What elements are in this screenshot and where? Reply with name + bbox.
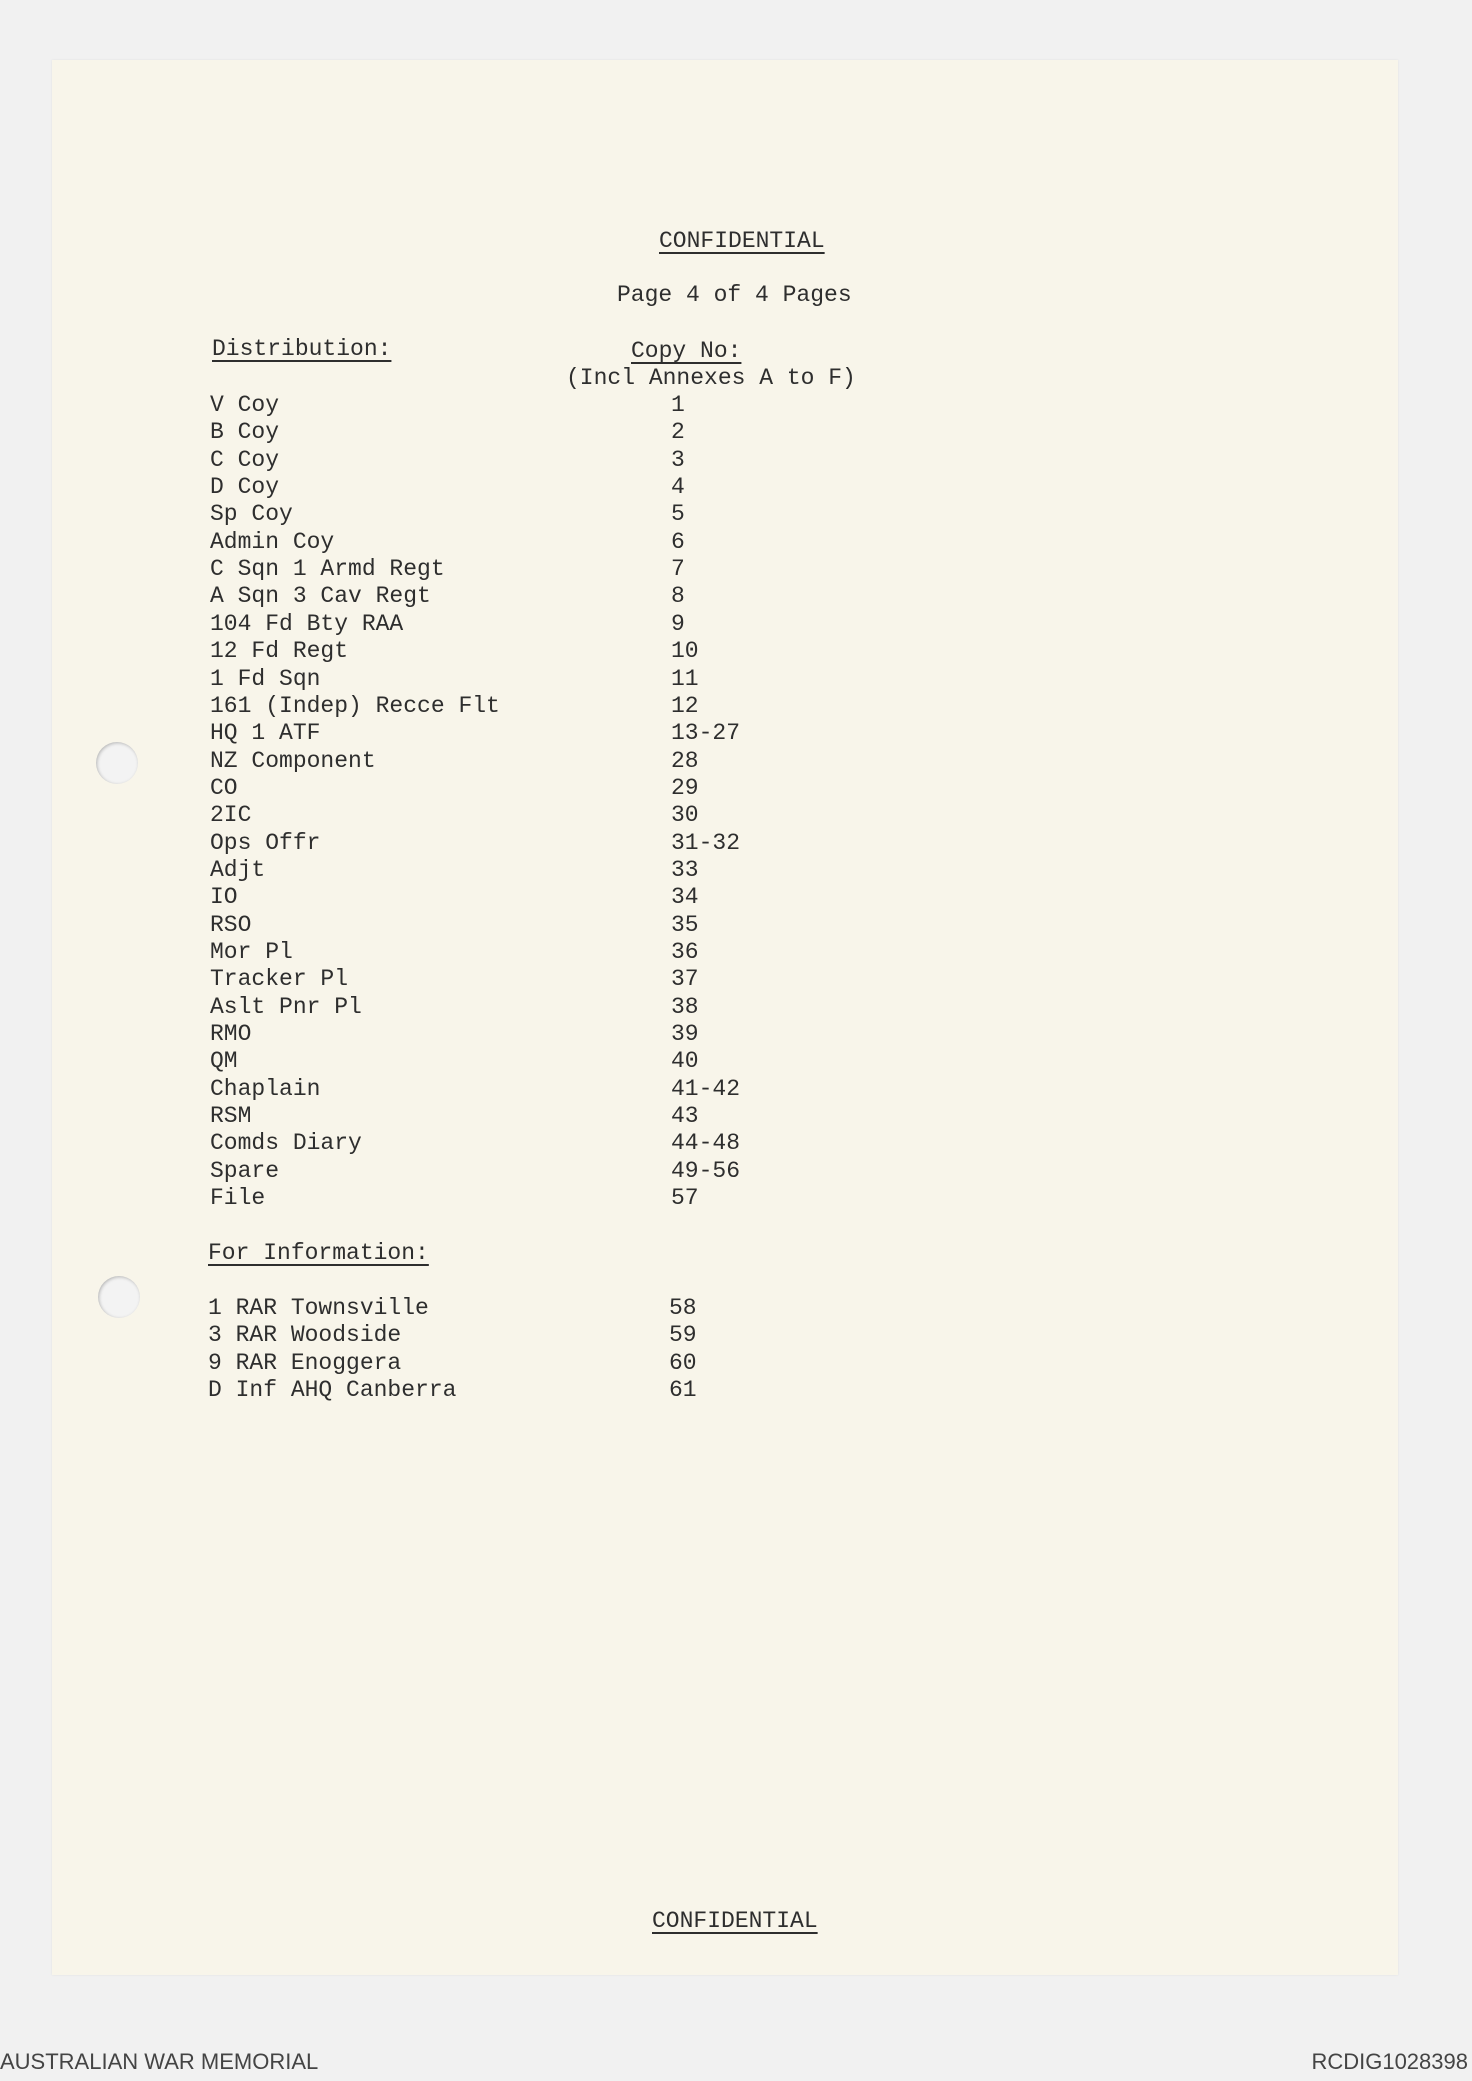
recipient-name: Adjt (210, 856, 266, 883)
copy-number: 38 (671, 993, 699, 1020)
copy-number: 39 (671, 1021, 699, 1048)
copy-number: 49-56 (671, 1157, 741, 1184)
recipient-name: RSM (210, 1103, 252, 1130)
recipient-name: Aslt Pnr Pl (210, 993, 362, 1020)
copy-number: 41-42 (671, 1075, 741, 1102)
copy-number: 8 (671, 583, 685, 610)
copy-number: 10 (671, 638, 699, 665)
copy-number: 44-48 (671, 1130, 741, 1157)
recipient-name: A Sqn 3 Cav Regt (210, 583, 431, 610)
copy-number: 12 (671, 692, 699, 719)
information-heading: For Information: (208, 1240, 429, 1266)
recipient-name: Comds Diary (210, 1130, 362, 1157)
recipient-name: HQ 1 ATF (210, 720, 321, 747)
copy-number: 6 (671, 528, 685, 555)
copy-number: 7 (671, 556, 685, 583)
copy-number: 36 (671, 939, 699, 965)
recipient-name: 12 Fd Regt (210, 638, 349, 665)
recipient-name: Mor Pl (210, 939, 293, 965)
copy-number: 33 (671, 856, 699, 883)
copy-number: 57 (671, 1185, 699, 1212)
recipient-name: Admin Coy (210, 528, 335, 555)
punch-hole-lower (98, 1276, 140, 1318)
copy-number: 40 (671, 1048, 699, 1075)
recipient-name: D Coy (210, 474, 280, 501)
copy-number: 1 (671, 392, 685, 418)
recipient-name: Ops Offr (210, 829, 321, 856)
copy-number: 37 (671, 966, 699, 993)
recipient-name: File (210, 1185, 266, 1212)
copy-number: 35 (671, 911, 699, 938)
copy-number: 28 (671, 747, 699, 774)
recipient-name: C Sqn 1 Armd Regt (210, 556, 445, 583)
copy-number: 43 (671, 1103, 699, 1130)
recipient-name: B Coy (210, 419, 280, 446)
recipient-name: 2IC (210, 802, 252, 829)
copy-number: 31-32 (671, 829, 741, 856)
archive-label-right: RCDIG1028398 (1311, 2049, 1468, 2074)
copy-number: 4 (671, 474, 685, 501)
recipient-name: Tracker Pl (210, 966, 349, 993)
copy-number: 9 (671, 610, 685, 637)
recipient-name: 161 (Indep) Recce Flt (210, 692, 500, 719)
recipient-name: C Coy (210, 446, 280, 473)
copy-number-subheading: (Incl Annexes A to F) (566, 365, 856, 391)
archive-label-left: AUSTRALIAN WAR MEMORIAL (0, 2049, 319, 2074)
copy-number: 34 (671, 884, 699, 911)
copy-number: 2 (671, 419, 685, 446)
header-confidential-marking: CONFIDENTIAL (659, 228, 825, 254)
recipient-name: 1 RAR Townsville (208, 1295, 429, 1321)
recipient-name: NZ Component (210, 747, 376, 774)
recipient-name: 3 RAR Woodside (208, 1322, 402, 1349)
recipient-name: 104 Fd Bty RAA (210, 610, 404, 637)
punch-hole-upper (96, 742, 138, 784)
recipient-name: QM (210, 1048, 238, 1075)
copy-number: 13-27 (671, 720, 741, 747)
copy-number: 29 (671, 774, 699, 801)
copy-number: 60 (669, 1349, 697, 1376)
recipient-name: Sp Coy (210, 501, 293, 528)
recipient-name: 9 RAR Enoggera (208, 1349, 402, 1376)
copy-number: 11 (671, 665, 699, 692)
recipient-name: Chaplain (210, 1075, 321, 1102)
copy-number: 5 (671, 501, 685, 528)
copy-number: 59 (669, 1322, 697, 1349)
recipient-name: D Inf AHQ Canberra (208, 1376, 457, 1403)
recipient-name: Spare (210, 1157, 280, 1184)
recipient-name: V Coy (210, 392, 280, 418)
recipient-name: 1 Fd Sqn (210, 665, 321, 692)
recipient-name: IO (210, 884, 238, 911)
footer-confidential-marking: CONFIDENTIAL (652, 1908, 818, 1934)
copy-number: 30 (671, 802, 699, 829)
recipient-name: RMO (210, 1021, 252, 1048)
copy-number: 61 (669, 1376, 697, 1403)
copy-number: 3 (671, 446, 685, 473)
recipient-name: CO (210, 774, 238, 801)
copy-number: 58 (669, 1295, 697, 1321)
distribution-heading: Distribution: (212, 336, 392, 362)
copy-number-heading: Copy No: (631, 338, 742, 364)
recipient-name: RSO (210, 911, 252, 938)
page-number-label: Page 4 of 4 Pages (617, 282, 852, 308)
